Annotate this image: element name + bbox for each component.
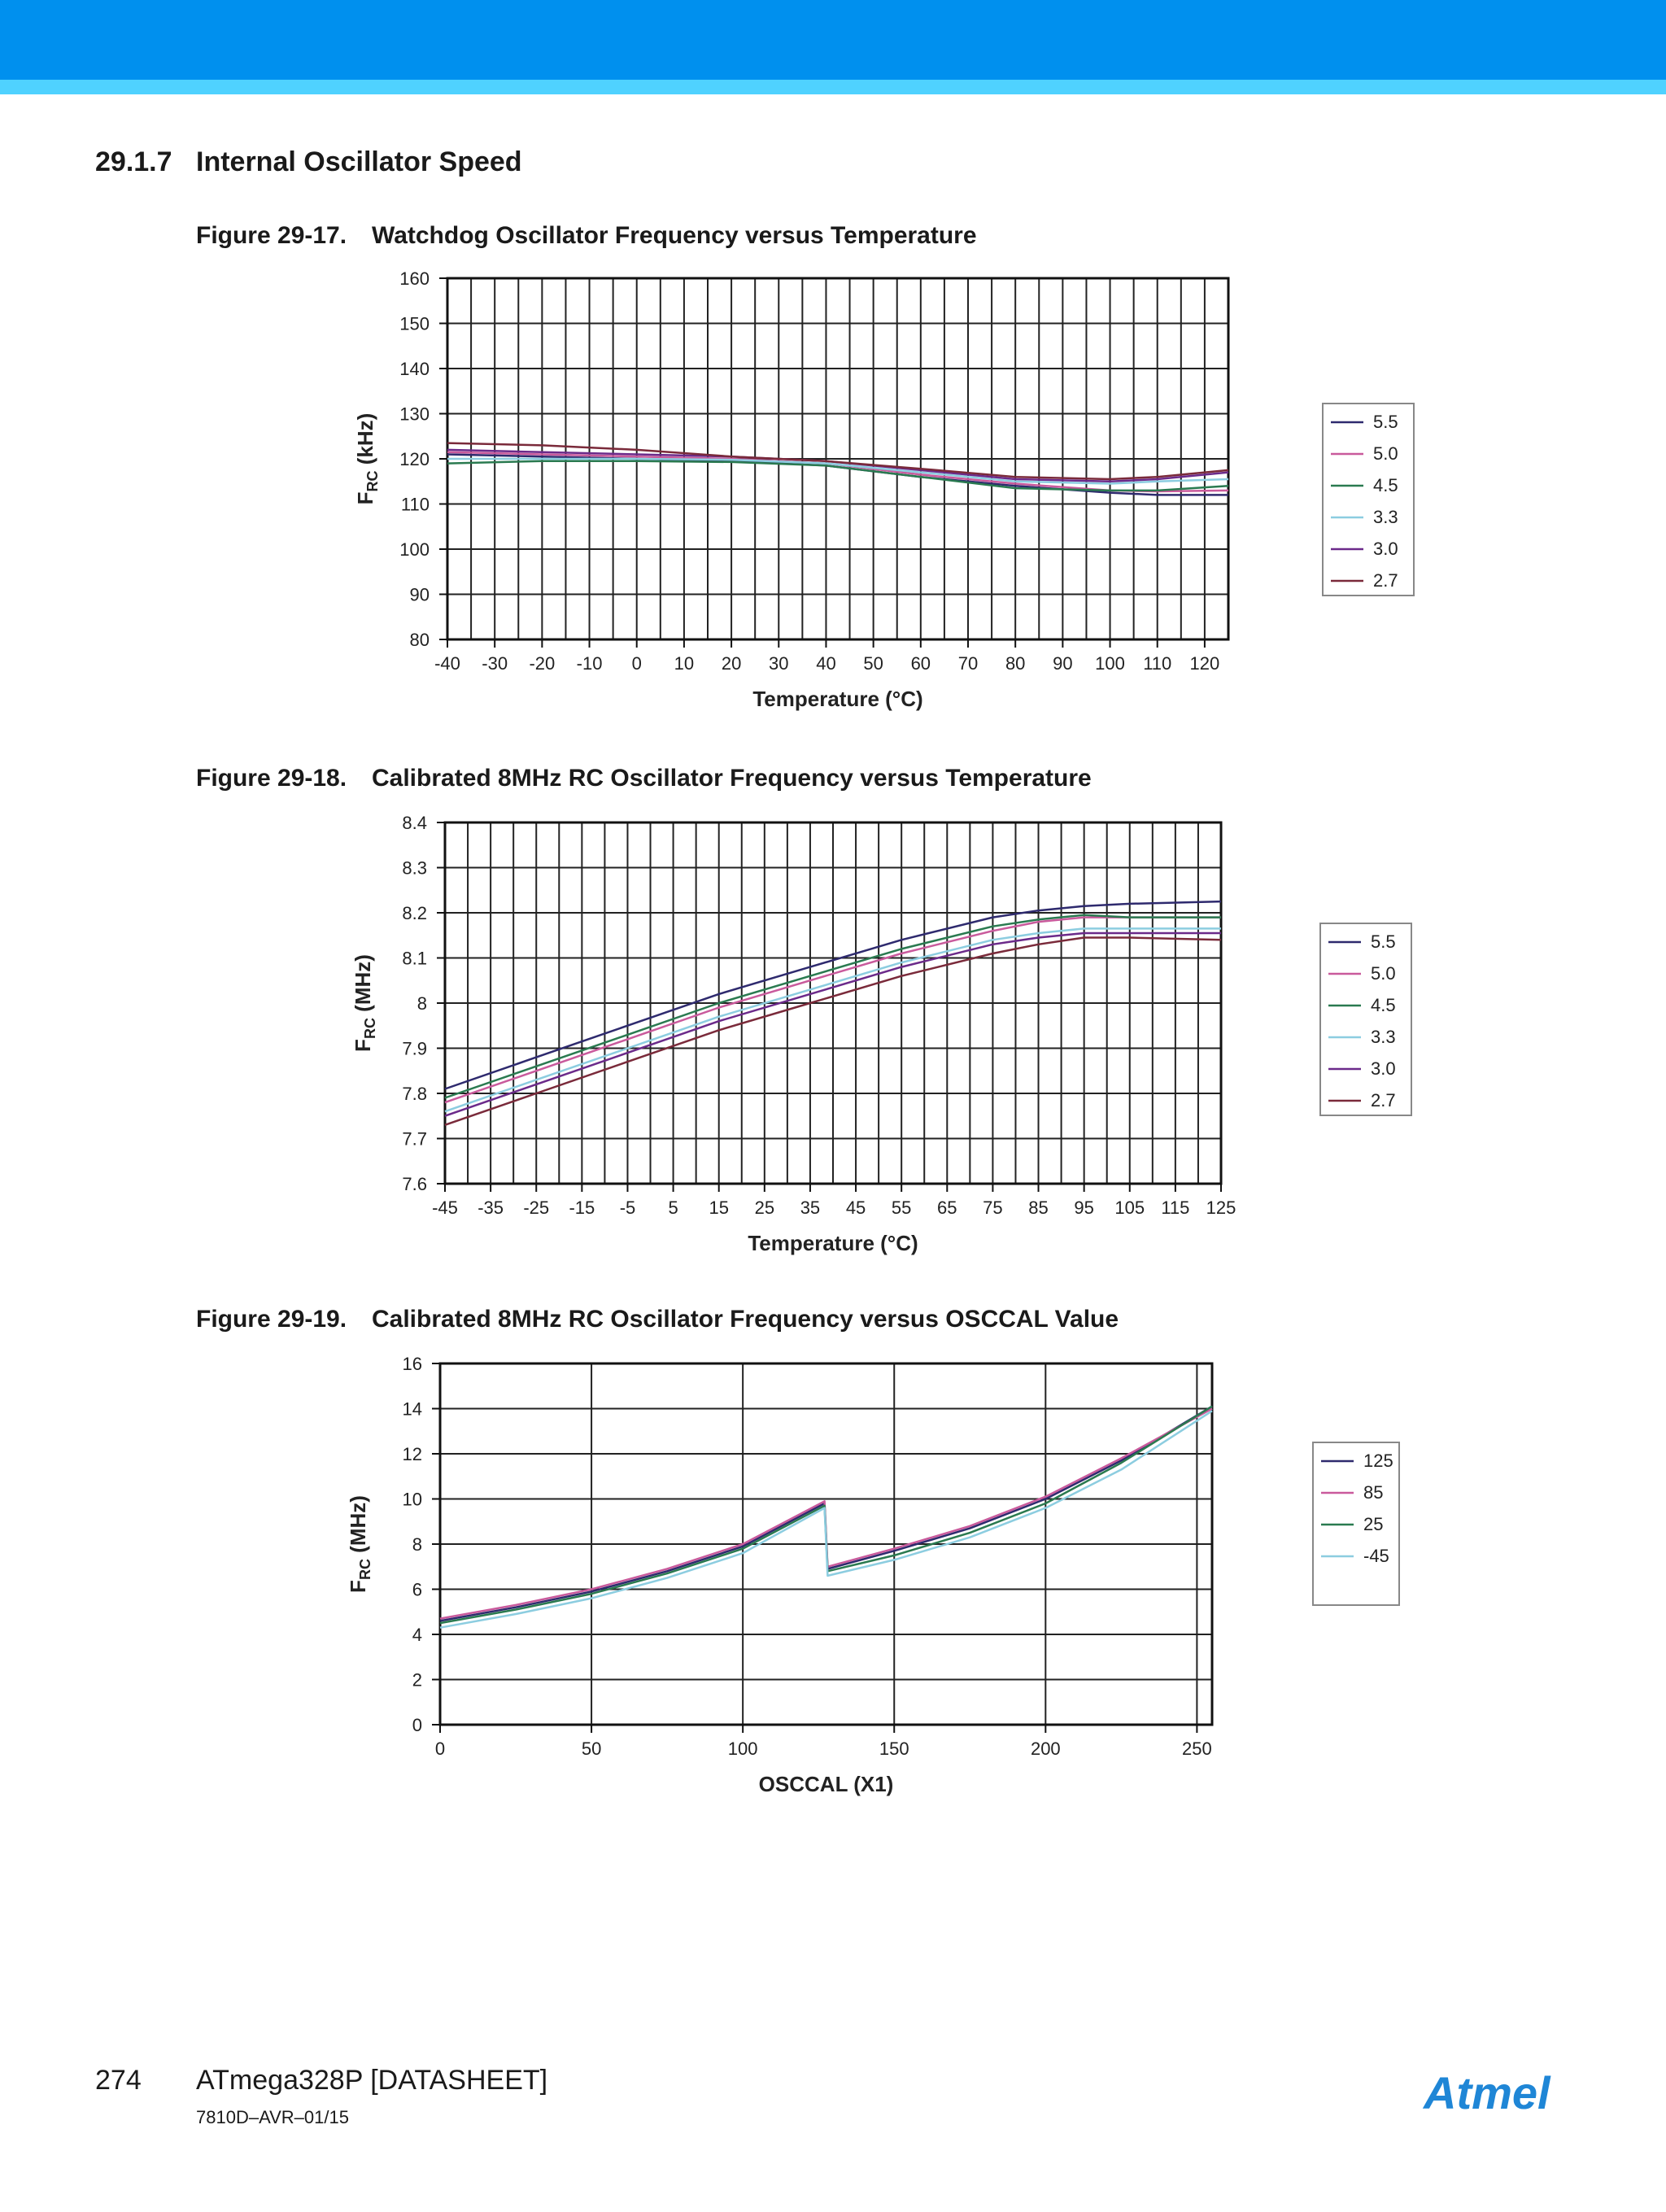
y-axis-label-unit: (kHz) [353, 412, 377, 471]
x-tick-label: 90 [1053, 653, 1073, 674]
x-tick-label: 200 [1030, 1739, 1061, 1759]
x-tick-label: -25 [523, 1198, 550, 1218]
legend-box [1323, 404, 1414, 596]
y-axis-label [353, 413, 381, 505]
figure-number: Figure 29-18. [196, 765, 347, 792]
x-tick-label: 100 [727, 1739, 758, 1759]
y-tick-label: 12 [402, 1444, 422, 1464]
legend-label: 2.7 [1373, 570, 1398, 591]
figure-number: Figure 29-17. [196, 222, 347, 249]
legend-label: 5.0 [1373, 443, 1398, 464]
x-tick-label: -40 [434, 653, 460, 674]
x-tick-label: 5 [668, 1198, 678, 1218]
y-tick-label: 80 [409, 630, 430, 650]
section-heading [95, 146, 522, 178]
legend-label: 25 [1363, 1514, 1384, 1534]
legend-box [1320, 923, 1411, 1115]
y-axis-label-subscript: RC [364, 470, 381, 492]
y-tick-label: 8.4 [402, 813, 427, 833]
x-tick-label: 10 [674, 653, 695, 674]
y-tick-label: 8 [416, 993, 427, 1014]
legend-label: 5.5 [1371, 931, 1396, 952]
figure-number: Figure 29-19. [196, 1306, 347, 1333]
x-tick-label: 60 [910, 653, 931, 674]
chart-container [0, 1350, 1666, 1810]
x-axis-label: Temperature (°C) [748, 1231, 918, 1255]
chart-legend [1323, 404, 1414, 596]
figure-caption [196, 765, 1092, 792]
y-tick-label: 7.6 [402, 1174, 427, 1194]
y-tick-label: 0 [412, 1715, 422, 1735]
x-tick-label: -20 [529, 653, 556, 674]
y-axis-label-subscript: RC [357, 1559, 373, 1581]
legend-label: 125 [1363, 1451, 1393, 1471]
y-tick-label: 10 [402, 1489, 422, 1510]
y-tick-label: 120 [399, 449, 430, 469]
y-axis-label-symbol: F [351, 1039, 375, 1052]
x-tick-label: 75 [983, 1198, 1003, 1218]
y-tick-label: 110 [400, 494, 430, 515]
x-tick-label: 120 [1189, 653, 1220, 674]
rc-oscillator-osccal-chart [0, 1350, 1666, 1806]
y-tick-label: 14 [402, 1398, 422, 1420]
chart-legend [1320, 923, 1411, 1115]
x-tick-label: 250 [1182, 1739, 1212, 1759]
y-tick-label: 7.9 [402, 1038, 427, 1059]
legend-label: 5.5 [1373, 412, 1398, 432]
y-axis-label-subscript: RC [362, 1018, 378, 1040]
figure-caption [196, 1306, 1119, 1333]
legend-label: 2.7 [1371, 1090, 1396, 1110]
x-tick-label: -30 [482, 653, 508, 674]
x-tick-label: 30 [769, 653, 789, 674]
data-series [440, 1407, 1212, 1628]
y-tick-label: 90 [409, 584, 430, 605]
x-tick-label: 110 [1143, 653, 1172, 674]
y-tick-label: 7.8 [402, 1084, 427, 1104]
x-tick-label: 115 [1161, 1198, 1190, 1218]
x-tick-label: 65 [937, 1198, 957, 1218]
logo-text: Atmel [1424, 2067, 1550, 2118]
legend-label: 3.0 [1373, 539, 1398, 559]
page-number: 274 [95, 2065, 142, 2096]
x-axis-label: OSCCAL (X1) [758, 1772, 894, 1796]
y-axis-label-unit: (MHz) [351, 954, 375, 1019]
x-tick-label: 40 [816, 653, 836, 674]
section-number: 29.1.7 [95, 146, 172, 177]
x-axis-label: Temperature (°C) [752, 687, 923, 711]
x-tick-label: 50 [863, 653, 883, 674]
axis-ticks [399, 268, 1219, 674]
section-title: Internal Oscillator Speed [196, 146, 522, 177]
y-axis-label-unit: (MHz) [346, 1495, 370, 1560]
x-tick-label: 70 [957, 653, 979, 674]
x-tick-label: 35 [800, 1198, 821, 1218]
x-tick-label: 0 [434, 1739, 446, 1759]
legend-label: -45 [1363, 1546, 1389, 1566]
legend-label: 85 [1363, 1482, 1384, 1503]
figure-caption [196, 222, 977, 250]
atmel-logo [1422, 2066, 1573, 2123]
y-tick-label: 2 [412, 1669, 422, 1691]
chart-legend [1313, 1442, 1399, 1605]
legend-label: 3.3 [1371, 1027, 1396, 1047]
x-tick-label: 50 [581, 1739, 602, 1759]
rc-oscillator-temperature-chart [0, 809, 1666, 1265]
x-tick-label: -10 [576, 653, 603, 674]
x-tick-label: 45 [845, 1198, 866, 1218]
legend-label: 4.5 [1373, 475, 1398, 495]
figure-title: Calibrated 8MHz RC Oscillator Frequency versus Temperature [372, 765, 1092, 792]
y-tick-label: 150 [399, 313, 430, 334]
y-tick-label: 4 [412, 1625, 422, 1645]
chart-gridlines [445, 822, 1221, 1184]
y-axis-label [351, 954, 378, 1052]
y-tick-label: 8.3 [402, 857, 427, 879]
document-id: 7810D–AVR–01/15 [196, 2107, 349, 2127]
y-tick-label: 140 [399, 359, 430, 379]
x-tick-label: -45 [432, 1198, 458, 1218]
x-tick-label: 55 [891, 1198, 912, 1218]
x-tick-label: 80 [1005, 653, 1026, 674]
legend-label: 3.0 [1371, 1058, 1396, 1079]
y-tick-label: 6 [412, 1579, 422, 1600]
chart-container [0, 265, 1666, 725]
y-axis-label [346, 1495, 373, 1593]
axis-ticks [402, 813, 1236, 1218]
x-tick-label: 85 [1028, 1198, 1049, 1218]
x-tick-label: 125 [1206, 1198, 1236, 1218]
document-title: ATmega328P [DATASHEET] [196, 2065, 548, 2096]
x-tick-label: 105 [1114, 1198, 1145, 1218]
x-tick-label: 150 [879, 1739, 909, 1759]
x-tick-label: 25 [754, 1198, 775, 1218]
series-line-85 [440, 1409, 1212, 1619]
y-tick-label: 130 [399, 404, 430, 425]
x-tick-label: 20 [721, 653, 742, 674]
header-bar [0, 0, 1666, 80]
x-tick-label: 100 [1095, 653, 1125, 674]
y-tick-label: 8.1 [402, 948, 427, 969]
y-axis-label-symbol: F [346, 1580, 370, 1593]
y-tick-label: 7.7 [402, 1128, 427, 1150]
axis-ticks [403, 1354, 1212, 1759]
header-stripe [0, 80, 1666, 94]
y-tick-label: 8 [412, 1534, 422, 1555]
x-tick-label: -5 [619, 1198, 636, 1218]
x-tick-label: 0 [631, 653, 642, 674]
watchdog-frequency-chart [0, 265, 1666, 721]
legend-label: 5.0 [1371, 963, 1396, 984]
x-tick-label: 95 [1074, 1198, 1094, 1218]
figure-title: Watchdog Oscillator Frequency versus Temperature [372, 222, 977, 249]
chart-container [0, 809, 1666, 1269]
figure-title: Calibrated 8MHz RC Oscillator Frequency versus OSCCAL Value [372, 1306, 1119, 1333]
x-tick-label: -15 [569, 1198, 595, 1218]
y-axis-label-symbol: F [353, 491, 377, 505]
data-series [447, 443, 1228, 495]
y-tick-label: 100 [399, 539, 430, 560]
y-tick-label: 160 [399, 268, 430, 289]
x-tick-label: -35 [478, 1198, 504, 1218]
legend-label: 4.5 [1371, 995, 1396, 1015]
y-tick-label: 16 [402, 1354, 422, 1374]
x-tick-label: 15 [709, 1198, 729, 1218]
legend-label: 3.3 [1373, 507, 1398, 527]
y-tick-label: 8.2 [402, 903, 427, 923]
